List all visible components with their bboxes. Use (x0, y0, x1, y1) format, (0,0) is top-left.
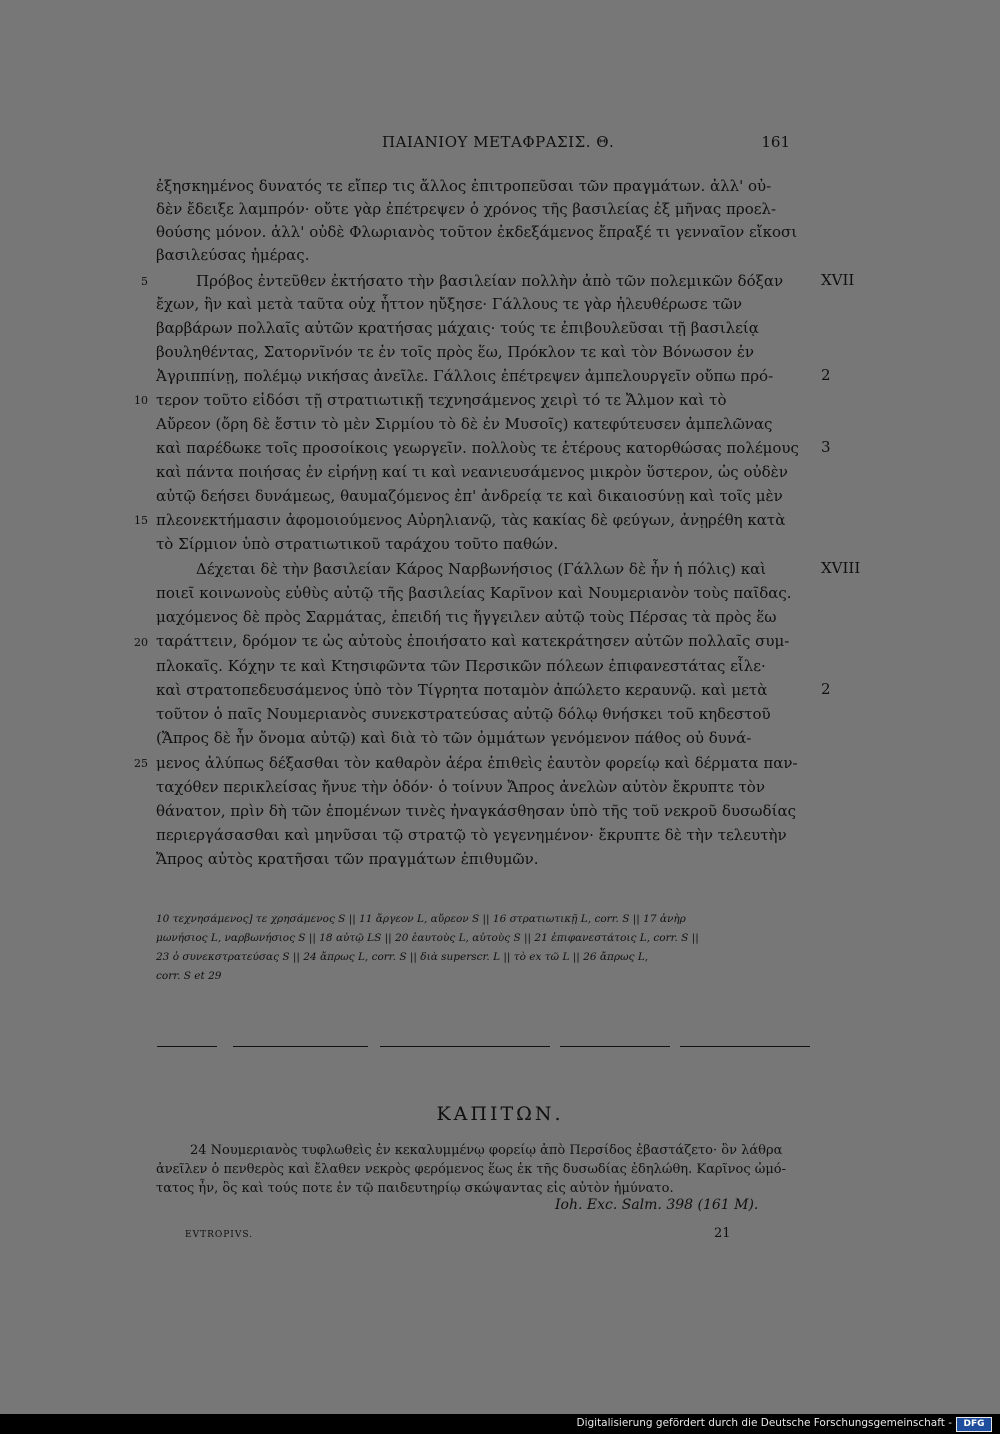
text-line: θάνατον, πρὶν δὴ τῶν ἑπομένων τινὲς ἠναγκάσθησαν ὑπὸ τῆς τοῦ νεκροῦ δυσωδίας (156, 802, 796, 820)
text-line: (Ἄπρος δὲ ἦν ὄνομα αὐτῷ) καὶ διὰ τὸ τῶν ὀμμάτων γενόμενον πάθος οὐ δυνά- (156, 729, 752, 747)
source-citation: Ioh. Exc. Salm. 398 (161 M). (555, 1197, 759, 1213)
section-marker: 2 (821, 680, 831, 698)
text-line: θούσης μόνον. ἀλλ' οὐδὲ Φλωριανὸς τοῦτον ἐκδεξάμενος ἔπραξέ τι γενναῖον εἴκοσι (156, 223, 798, 241)
line-number: 15 (134, 514, 148, 527)
text-line: περιεργάσασθαι καὶ μηνῦσαι τῷ στρατῷ τὸ γεγενημένον· ἔκρυπτε δὲ τὴν τελευτὴν (156, 826, 787, 844)
apparatus-line: μωνήσιος L, ναρβωνήσιος S || 18 αὐτῷ LS || 20 ἑαυτοὺς L, αὐτοὺς S || 21 ἐπιφανεστάτοις L, corr. S || (156, 932, 699, 944)
chapter-marker: XVII (821, 271, 855, 289)
line-number: 5 (141, 275, 148, 288)
dfg-credit-text: Digitalisierung gefördert durch die Deutsche Forschungsgemeinschaft - (576, 1417, 952, 1429)
dfg-footer-bar (0, 1414, 1000, 1434)
text-line: βουληθέντας, Σατορνῖνόν τε ἐν τοῖς πρὸς ἕω, Πρόκλον τε καὶ τὸν Βόνωσον ἐν (156, 343, 755, 361)
text-line: πλοκαῖς. Κόχην τε καὶ Κτησιφῶντα τῶν Περσικῶν πόλεων ἐπιφανεστάτας εἷλε· (156, 657, 766, 675)
text-line: Ἀγριππίνῃ, πολέμῳ νικήσας ἀνεῖλε. Γάλλοις ἐπέτρεψεν ἀμπελουργεῖν οὔπω πρό- (156, 367, 774, 385)
text-line: Δέχεται δὲ τὴν βασιλείαν Κάρος Ναρβωνήσιος (Γάλλων δὲ ἦν ἡ πόλις) καὶ (196, 560, 767, 578)
text-line: τὸ Σίρμιον ὑπὸ στρατιωτικοῦ ταράχου τοῦτο παθών. (156, 535, 559, 553)
text-line: ἐξησκημένος δυνατός τε εἴπερ τις ἄλλος ἐπιτροπεῦσαι τῶν πραγμάτων. ἀλλ' οὐ- (156, 177, 772, 195)
text-line: μαχόμενος δὲ πρὸς Σαρμάτας, ἐπειδή τις ἤγγειλεν αὐτῷ τοὺς Πέρσας τὰ πρὸς ἕω (156, 608, 777, 626)
text-line: τοῦτον ὁ παῖς Νουμεριανὸς συνεκστρατεύσας αὐτῷ δόλῳ θνήσκει τοῦ κηδεστοῦ (156, 705, 771, 723)
kapiton-line: 24 Νουμεριανὸς τυφλωθεὶς ἐν κεκαλυμμένῳ φορείῳ ἀπὸ Περσίδος ἐβαστάζετο· ὃν λάθρα (190, 1143, 783, 1158)
text-line: καὶ παρέδωκε τοῖς προσοίκοις γεωργεῖν. πολλοὺς τε ἑτέρους κατορθώσας πολέμους (156, 439, 799, 457)
text-line: Πρόβος ἐντεῦθεν ἐκτήσατο τὴν βασιλείαν πολλὴν ἀπὸ τῶν πολεμικῶν δόξαν (196, 272, 784, 290)
sheet-number: 21 (714, 1226, 731, 1241)
text-line: Ἄπρος αὐτὸς κρατῆσαι τῶν πραγμάτων ἐπιθυμῶν. (156, 850, 539, 868)
page-header (150, 133, 790, 153)
kapiton-heading: ΚΑΠΙΤΩΝ. (436, 1103, 564, 1125)
separator-rule (680, 1046, 810, 1047)
text-line: ἔχων, ἣν καὶ μετὰ ταῦτα οὐχ ἧττον ηὔξησε· Γάλλους τε γὰρ ἠλευθέρωσε τῶν (156, 295, 742, 313)
text-line: τερον τοῦτο εἰδόσι τῇ στρατιωτικῇ τεχνησάμενος χειρὶ τό τε Ἄλμον καὶ τὸ (156, 391, 727, 409)
dfg-logo-icon: DFG (956, 1417, 992, 1432)
text-line: ποιεῖ κοινωνοὺς εὐθὺς αὐτῷ τῆς βασιλείας Καρῖνον καὶ Νουμεριανὸν τοὺς παῖδας. (156, 584, 792, 602)
text-line: πλεονεκτήμασιν ἀφομοιούμενος Αὐρηλιανῷ, τὰς κακίας δὲ φεύγων, ἀνῃρέθη κατὰ (156, 511, 786, 529)
kapiton-line: τατος ἦν, ὃς καὶ τούς ποτε ἐν τῷ παιδευτηρίῳ σκώψαντας εἰς αὐτὸν ἠμύνατο. (156, 1181, 674, 1196)
section-marker: 2 (821, 366, 831, 384)
text-line: δὲν ἔδειξε λαμπρόν· οὔτε γὰρ ἐπέτρεψεν ὁ χρόνος τῆς βασιλείας ἐξ μῆνας προελ- (156, 200, 777, 218)
apparatus-line: 23 ὁ συνεκστρατεύσας S || 24 ἄπρως L, corr. S || διὰ superscr. L || τὸ ex τῶ L || 26 ἄπρως L, (156, 951, 649, 963)
text-line: ταράττειν, δρόμον τε ὡς αὐτοὺς ἐποιήσατο καὶ κατεκράτησεν αὐτῶν πολλαῖς συμ- (156, 632, 790, 650)
running-head: ΠΑΙΑΝΙΟΥ ΜΕΤΑΦΡΑΣΙΣ. Θ. (382, 133, 615, 151)
kapiton-line: ἀνεῖλεν ὁ πενθερὸς καὶ ἔλαθεν νεκρὸς φερόμενος ἕως ἐκ τῆς δυσωδίας ἐδηλώθη. Καρῖνος ὠμό- (156, 1162, 786, 1177)
line-number: 10 (134, 394, 148, 407)
chapter-marker: XVIII (821, 559, 861, 577)
separator-rule (233, 1046, 368, 1047)
text-line: Αὔρεον (ὄρη δὲ ἔστιν τὸ μὲν Σιρμίου τὸ δὲ ἐν Μυσοῖς) κατεφύτευσεν ἀμπελῶνας (156, 415, 773, 433)
line-number: 25 (134, 757, 148, 770)
text-line: βασιλεύσας ἡμέρας. (156, 246, 310, 264)
text-line: ταχόθεν περικλείσας ἤνυε τὴν ὁδόν· ὁ τοίνυν Ἄπρος ἀνελὼν αὐτὸν ἔκρυπτε τὸν (156, 778, 765, 796)
text-line: μενος ἀλύπως δέξασθαι τὸν καθαρὸν ἀέρα ἐπιθεὶς ἑαυτὸν φορείῳ καὶ δέρματα παν- (156, 754, 798, 772)
text-line: βαρβάρων πολλαῖς αὐτῶν κρατήσας μάχαις· τούς τε ἐπιβουλεῦσαι τῇ βασιλείᾳ (156, 319, 759, 337)
section-marker: 3 (821, 438, 831, 456)
separator-rule (157, 1046, 217, 1047)
line-number: 20 (134, 636, 148, 649)
text-line: καὶ στρατοπεδευσάμενος ὑπὸ τὸν Τίγρητα ποταμὸν ἀπώλετο κεραυνῷ. καὶ μετὰ (156, 681, 768, 699)
page-number: 161 (761, 133, 790, 151)
signature-mark: EVTROPIVS. (185, 1230, 254, 1240)
text-line: αὐτῷ δεήσει δυνάμεως, θαυμαζόμενος ἐπ' ἀνδρείᾳ τε καὶ δικαιοσύνῃ καὶ τοῖς μὲν (156, 487, 783, 505)
separator-rule (560, 1046, 670, 1047)
apparatus-line: corr. S et 29 (156, 970, 222, 982)
apparatus-line: 10 τεχνησάμενος] τε χρησάμενος S || 11 ἄργεον L, αὔρεον S || 16 στρατιωτικῇ L, corr. S || 17 ἀνὴρ (156, 913, 686, 925)
text-line: καὶ πάντα ποιήσας ἐν εἰρήνῃ καί τι καὶ νεανιευσάμενος μικρὸν ὕστερον, ὡς οὐδὲν (156, 463, 788, 481)
separator-rule (380, 1046, 550, 1047)
